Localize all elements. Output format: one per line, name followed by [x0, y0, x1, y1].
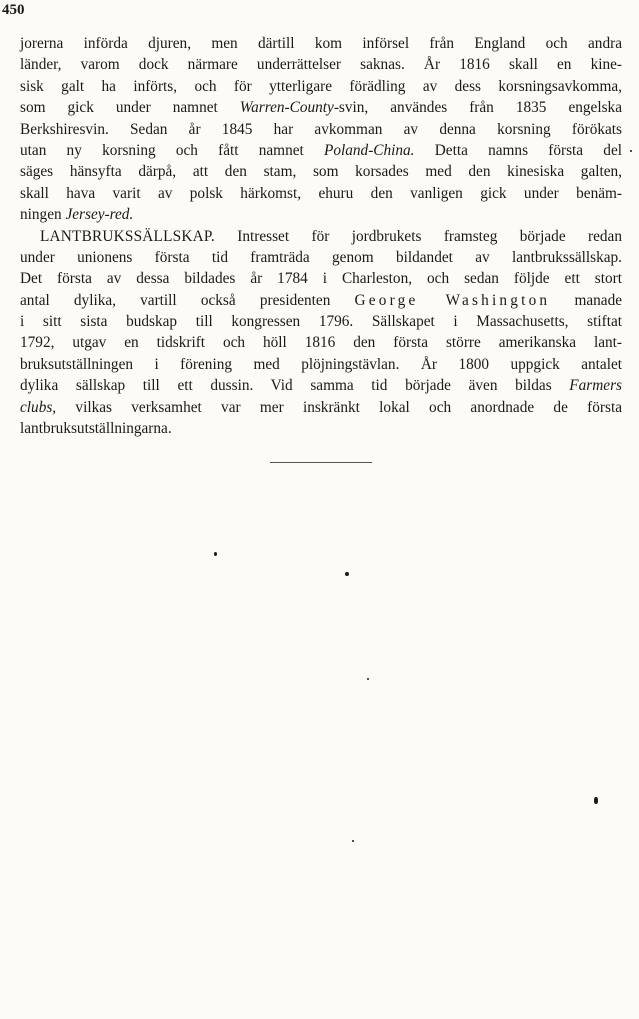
breed-name: Jersey-red.: [65, 206, 134, 224]
scan-speck: [214, 552, 217, 556]
text-line: som gick under namnet Warren-County-svin, användes från 1835 engelska: [20, 99, 622, 117]
scan-speck: [345, 572, 349, 576]
scan-speck: [352, 840, 354, 842]
scan-speck: [367, 678, 369, 680]
club-name: clubs,: [20, 398, 57, 416]
text-line: clubs, vilkas verksamhet var mer inskränkt lokal och anordnade de första: [20, 398, 622, 416]
text-line: Berkshiresvin. Sedan år 1845 har avkomman av denna korsning förökats: [20, 120, 622, 138]
text-line: Det första av dessa bildades år 1784 i Charleston, och sedan följde ett stort: [20, 270, 622, 288]
text-line: bruksutställningen i förening med plöjningstävlan. År 1800 uppgick antalet: [20, 355, 622, 373]
text-line: ningen Jersey-red.: [20, 206, 134, 224]
text-line: dylika sällskap till ett dussin. Vid samma tid började även bildas Farmers: [20, 377, 622, 395]
text-line: under unionens första tid framträda genom bildandet av lantbrukssällskap.: [20, 248, 622, 266]
section-divider: [270, 462, 372, 463]
text-line: i sitt sista budskap till kongressen 1796. Sällskapet i Massachusetts, stiftat: [20, 313, 622, 331]
section-heading: LANTBRUKSSÄLLSKAP.: [40, 227, 215, 245]
text-line: säges hänsyfta därpå, att den stam, som korsades med den kinesiska galten,: [20, 163, 622, 181]
text-line: sisk galt ha införts, och för ytterligare förädling av dess korsningsavkomma,: [20, 77, 622, 95]
body-text: [20, 33, 622, 439]
text-line: antal dylika, vartill också presidenten George Washington manade: [20, 291, 623, 309]
person-name: George Washington: [354, 291, 551, 309]
breed-name: Warren-County: [239, 99, 334, 117]
scan-speck: [594, 797, 598, 804]
scan-speck: [630, 150, 632, 152]
text-line: länder, varom dock närmare underrättelser saknas. År 1816 skall en kine-: [20, 56, 622, 74]
text-line: jorerna införda djuren, men därtill kom införsel från England och andra: [20, 35, 622, 52]
text-line: skall hava varit av polsk härkomst, ehuru den vanligen gick under benäm-: [20, 184, 622, 202]
text-line: utan ny korsning och fått namnet Poland-China. Detta namns första del: [20, 141, 622, 159]
text-line: 1792, utgav en tidskrift och höll 1816 den första större amerikanska lant-: [20, 334, 622, 352]
text-line: lantbruksutställningarna.: [20, 420, 172, 438]
breed-name: Poland-China.: [324, 141, 415, 159]
club-name: Farmers: [569, 377, 622, 395]
text-line: LANTBRUKSSÄLLSKAP. Intresset för jordbrukets framsteg började redan: [40, 227, 622, 245]
page-number: 450: [2, 2, 25, 18]
